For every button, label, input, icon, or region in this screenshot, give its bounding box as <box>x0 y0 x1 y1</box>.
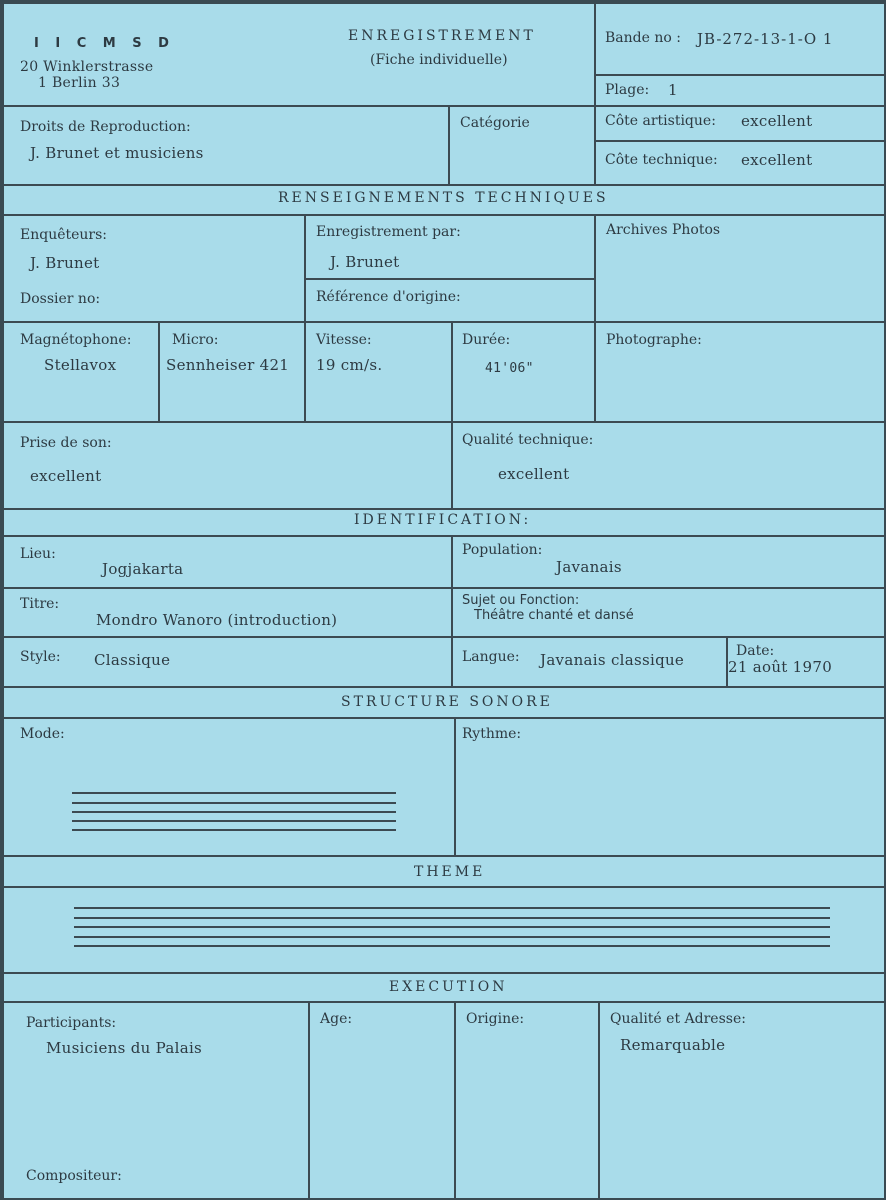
bande-value: JB-272-13-1-O 1 <box>697 30 834 48</box>
cote-artistique-value: excellent <box>741 112 813 130</box>
rule-duree-left <box>451 321 453 421</box>
rule-rights-bottom <box>4 184 884 186</box>
micro-label: Micro: <box>172 332 219 348</box>
mode-staff-line <box>72 820 396 822</box>
theme-staff-line <box>74 926 830 928</box>
rule-titre-bottom <box>4 636 884 638</box>
rule-plage-top <box>594 74 884 76</box>
langue-label: Langue: <box>462 649 520 665</box>
rule-structure-split <box>454 717 456 855</box>
rule-header-bottom <box>4 105 884 107</box>
rule-tech-title-bottom <box>4 214 884 216</box>
tech-section-title: RENSEIGNEMENTS TECHNIQUES <box>278 190 609 206</box>
cote-artistique-label: Côte artistique: <box>605 113 716 129</box>
participants-value: Musiciens du Palais <box>46 1039 203 1057</box>
mode-staff-line <box>72 829 396 831</box>
rule-ident-split <box>451 535 453 686</box>
theme-staff-line <box>74 917 830 919</box>
rythme-label: Rythme: <box>462 726 522 742</box>
participants-label: Participants: <box>26 1015 117 1031</box>
rule-header-vertical <box>594 4 596 184</box>
droits-label: Droits de Reproduction: <box>20 119 191 135</box>
reference-label: Référence d'origine: <box>316 289 461 305</box>
rule-qualite-left <box>451 421 453 508</box>
ident-section-title: IDENTIFICATION: <box>354 512 532 528</box>
langue-value: Javanais classique <box>540 651 685 669</box>
enqueteurs-label: Enquêteurs: <box>20 227 108 243</box>
address-line-2: 1 Berlin 33 <box>38 75 121 91</box>
qualite-technique-label: Qualité technique: <box>462 432 594 448</box>
rule-execution-title-bottom <box>4 1001 884 1003</box>
theme-staff-line <box>74 945 830 947</box>
rule-cote-split <box>594 140 884 142</box>
structure-section-title: STRUCTURE SONORE <box>341 694 553 710</box>
rule-structure-title-bottom <box>4 717 884 719</box>
dossier-label: Dossier no: <box>20 291 101 307</box>
origine-label: Origine: <box>466 1011 525 1027</box>
enqueteurs-value: J. Brunet <box>30 254 100 272</box>
micro-value: Sennheiser 421 <box>166 356 290 374</box>
rule-theme-title-bottom <box>4 886 884 888</box>
form-title: ENREGISTREMENT <box>348 28 536 44</box>
mode-staff-line <box>72 802 396 804</box>
population-label: Population: <box>462 542 543 558</box>
rule-qualite-adresse-left <box>598 1001 600 1198</box>
rule-ident-title-bottom <box>4 535 884 537</box>
qualite-technique-value: excellent <box>498 465 570 483</box>
rule-prise-bottom <box>4 508 884 510</box>
rule-archives-left <box>594 214 596 421</box>
theme-section-title: THEME <box>414 864 486 880</box>
style-label: Style: <box>20 649 61 665</box>
rule-equipment-bottom <box>4 421 884 423</box>
mode-staff-line <box>72 811 396 813</box>
lieu-label: Lieu: <box>20 546 56 562</box>
rule-reference-top <box>304 278 594 280</box>
enregistrement-par-label: Enregistrement par: <box>316 224 461 240</box>
plage-value: 1 <box>668 81 678 99</box>
address-line-1: 20 Winklerstrasse <box>20 59 154 75</box>
rule-lieu-bottom <box>4 587 884 589</box>
rule-dossier-bottom <box>4 321 884 323</box>
cote-technique-value: excellent <box>741 151 813 169</box>
photographe-label: Photographe: <box>606 332 702 348</box>
date-label: Date: <box>736 643 775 659</box>
population-value: Javanais <box>556 558 622 576</box>
cote-technique-label: Côte technique: <box>605 152 718 168</box>
rule-theme-bottom <box>4 972 884 974</box>
recording-card <box>4 4 884 1198</box>
archives-label: Archives Photos <box>606 222 721 238</box>
prise-value: excellent <box>30 467 102 485</box>
prise-label: Prise de son: <box>20 435 112 451</box>
titre-value: Mondro Wanoro (introduction) <box>96 611 338 629</box>
org-name: I I C M S D <box>34 36 175 51</box>
rule-style-bottom <box>4 686 884 688</box>
style-value: Classique <box>94 651 171 669</box>
rule-micro-left <box>158 321 160 421</box>
mode-staff-line <box>72 792 396 794</box>
rule-origine-left <box>454 1001 456 1198</box>
theme-staff-line <box>74 936 830 938</box>
date-value: 21 août 1970 <box>728 658 833 676</box>
age-label: Age: <box>320 1011 353 1027</box>
categorie-label: Catégorie <box>460 115 530 131</box>
titre-label: Titre: <box>20 596 60 612</box>
lieu-value: Jogjakarta <box>102 560 184 578</box>
droits-value: J. Brunet et musiciens <box>30 144 204 162</box>
duree-value: 41'06" <box>485 361 534 376</box>
rule-age-left <box>308 1001 310 1198</box>
duree-label: Durée: <box>462 332 511 348</box>
bande-label: Bande no : <box>605 30 681 46</box>
plage-label: Plage: <box>605 82 650 98</box>
rule-categorie-left <box>448 105 450 184</box>
magnetophone-label: Magnétophone: <box>20 332 132 348</box>
vitesse-value: 19 cm/s. <box>316 356 383 374</box>
qualite-adresse-value: Remarquable <box>620 1036 726 1054</box>
enregistrement-par-value: J. Brunet <box>330 253 400 271</box>
qualite-adresse-label: Qualité et Adresse: <box>610 1011 746 1027</box>
sujet-label: Sujet ou Fonction: <box>462 593 580 608</box>
magnetophone-value: Stellavox <box>44 356 117 374</box>
theme-staff-line <box>74 907 830 909</box>
execution-section-title: EXECUTION <box>389 979 508 995</box>
compositeur-label: Compositeur: <box>26 1168 122 1184</box>
rule-structure-bottom <box>4 855 884 857</box>
sujet-value: Théâtre chanté et dansé <box>474 608 634 623</box>
form-subtitle: (Fiche individuelle) <box>370 52 508 68</box>
mode-label: Mode: <box>20 726 65 742</box>
vitesse-label: Vitesse: <box>316 332 372 348</box>
rule-enregistrement-left <box>304 214 306 421</box>
